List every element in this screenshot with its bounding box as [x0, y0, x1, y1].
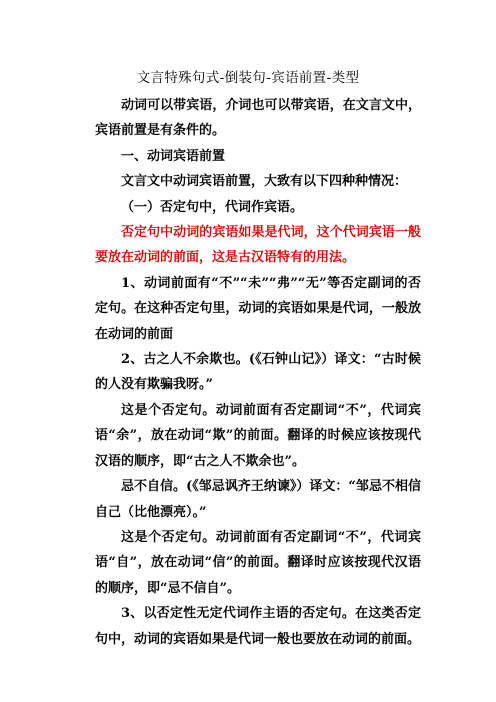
paragraph-explanation-ji: 这是个否定句。动词前面有否定副词“不”，代词宾语“自”，放在动词“信”的前面。翻译时应该按现代汉语的顺序，即“忌不信自”。: [95, 529, 421, 596]
highlighted-rule: 否定句中动词的宾语如果是代词，这个代词宾语一般要放在动词的前面，这是古汉语特有的用法。: [95, 225, 421, 266]
paragraph-explanation-2: 这是个否定句。动词前面有否定副词“不”，代词宾语“余”，放在动词“欺”的前面。翻译的时候应该按现代汉语的顺序，即“古之人不欺余也”。: [95, 402, 421, 469]
paragraph-example-ji: 忌不自信。(《邹忌讽齐王纳谏》）译文：“邹忌不相信自己（比他漂亮）。”: [95, 479, 421, 520]
paragraph-rule-1: 1、动词前面有“不”“未”“弗”“无”等否定副词的否定句。在这种否定句里，动词的宾语如果是代词，一般放在动词的前面: [95, 275, 421, 342]
paragraph-four-cases: 文言文中动词宾语前置，大致有以下四种种情况：: [121, 174, 408, 190]
section-heading-verb-object: 一、动词宾语前置: [121, 148, 226, 164]
paragraph-rule-3: 3、以否定性无定代词作主语的否定句。在这类否定句中，动词的宾语如果是代词一般也要放在动词的前面。: [95, 606, 421, 647]
paragraph-example-2: 2、古之人不余欺也。(《石钟山记》）译文：“古时候的人没有欺骗我呀。”: [95, 352, 421, 393]
subheading-negative-sentence: （一）否定句中，代词作宾语。: [121, 199, 304, 215]
document-title: 文言特殊句式-倒装句-宾语前置-类型: [136, 70, 360, 86]
document-body: [95, 93, 421, 652]
paragraph-intro: 动词可以带宾语，介词也可以带宾语，在文言文中，宾语前置是有条件的。: [95, 98, 421, 139]
